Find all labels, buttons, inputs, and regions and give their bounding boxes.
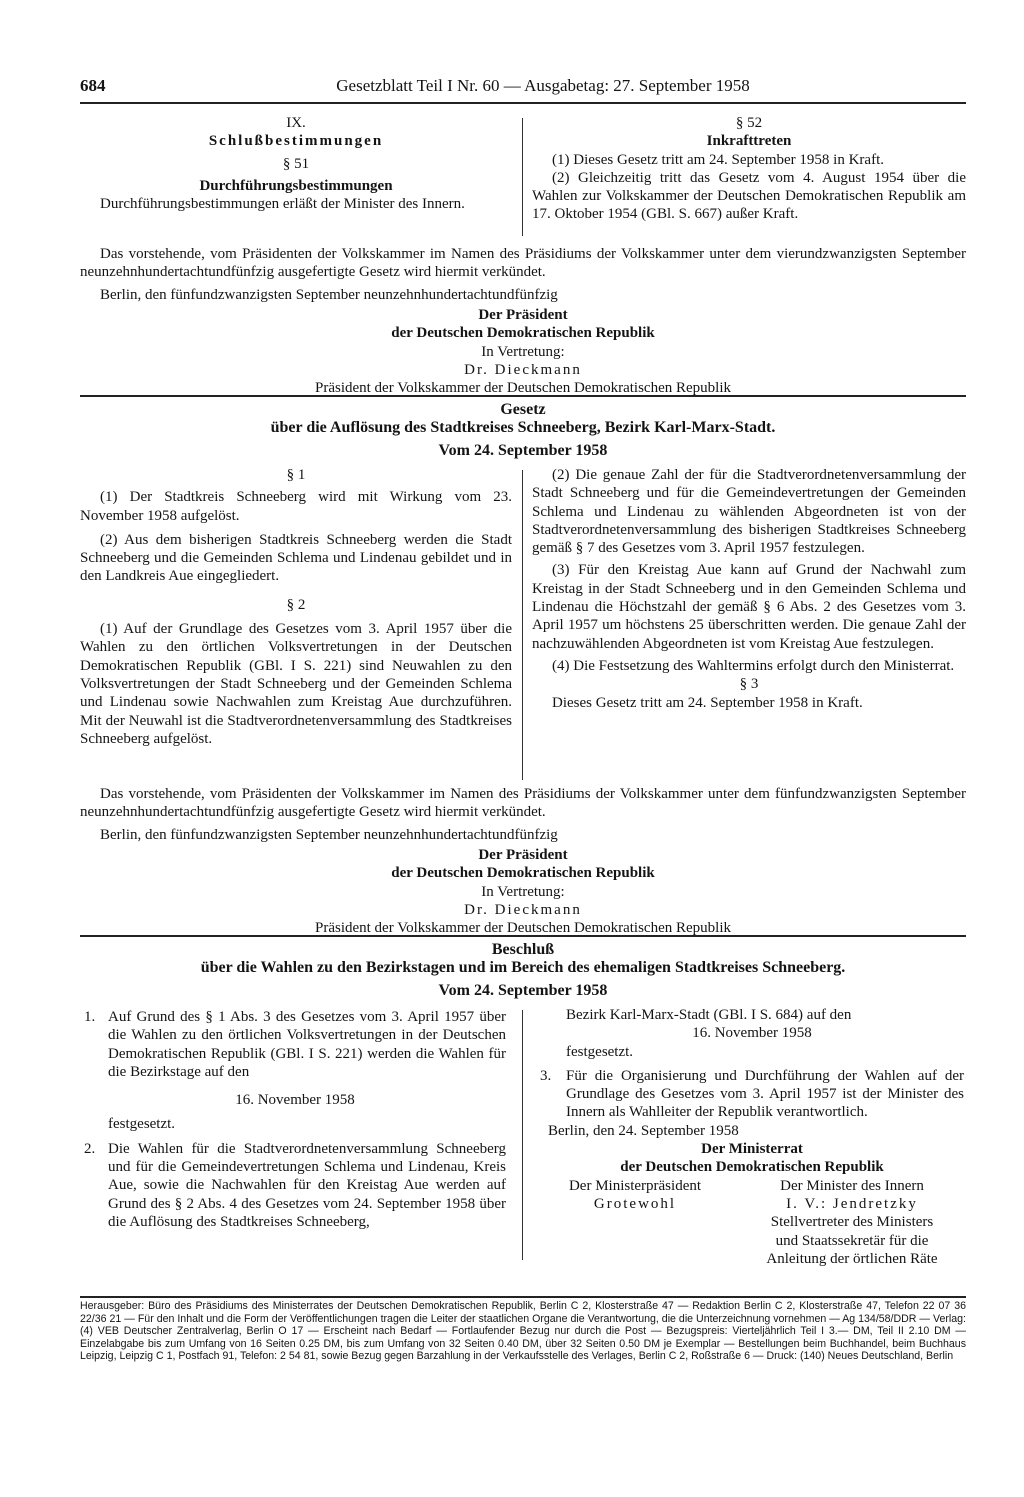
column-divider <box>522 118 523 236</box>
section-title: Schlußbestimmungen <box>208 133 384 150</box>
paragraph-title: Durchführungsbestimmungen <box>199 177 393 194</box>
paragraph-text: (2) Aus dem bisherigen Stadtkreis Schneeberg werden die Stadt Schneeberg und die Gemeinden Schlema und Lindenau gebildet und in den Landkreis Aue eingegliedert. <box>80 531 512 585</box>
paragraph-number: § 52 <box>735 115 763 131</box>
section-roman: IX. <box>286 115 306 131</box>
resolution-subtitle: über die Wahlen zu den Bezirkstagen und im Bereich des ehemaligen Stadtkreises Schneeberg. <box>200 959 846 977</box>
page-header <box>80 76 966 100</box>
list-text: Die Wahlen für die Stadtverordnetenversammlung Schneeberg und für die Gemeindevertretungen Schlema und Lindenau, Kreis Aue, sowie die Nachwahlen für den Kreistag Aue werden auf Grund des § 2 Abs. 4 des Gesetzes vom 24. September 1958 über die Auflösung des Stadtkreises Schneeberg, <box>108 1140 506 1230</box>
signature-title: Der Präsident <box>478 847 568 863</box>
signature-subtitle: Stellvertreter des Ministers <box>770 1214 934 1231</box>
list-text-end: festgesetzt. <box>108 1116 176 1133</box>
list-item <box>540 1067 964 1122</box>
section-rule <box>80 935 966 937</box>
signature-representation: In Vertretung: <box>481 883 565 900</box>
signature-title-2: der Deutschen Demokratischen Republik <box>391 865 655 882</box>
signature-row <box>540 1177 964 1268</box>
page-header-title: Gesetzblatt Teil I Nr. 60 — Ausgabetag: 27. September 1958 <box>336 76 750 95</box>
law1-proclamation: Das vorstehende, vom Präsidenten der Volkskammer im Namen des Präsidiums der Volkskammer unter dem vierundzwanzigsten September neunzehnhundertachtundfünfzig ausgefertigte Gesetz wird hiermit verkündet. <box>80 246 966 281</box>
signature-name: Grotewohl <box>593 1195 677 1212</box>
signature-representation: In Vertretung: <box>481 343 565 360</box>
list-item <box>84 1008 506 1081</box>
signature-title: Der Präsident <box>478 307 568 323</box>
law1-signature-block <box>80 306 966 397</box>
law-date: Vom 24. September 1958 <box>438 441 608 459</box>
resolution-heading <box>80 941 966 1000</box>
paragraph-text: (1) Der Stadtkreis Schneeberg wird mit Wirkung vom 23. November 1958 aufgelöst. <box>80 489 512 524</box>
list-number: 2. <box>84 1140 96 1157</box>
signature-role: Der Ministerpräsident <box>568 1177 702 1194</box>
signature-right <box>740 1177 964 1268</box>
law-subtitle: über die Auflösung des Stadtkreises Schneeberg, Bezirk Karl-Marx-Stadt. <box>270 419 776 437</box>
paragraph-title: Inkrafttreten <box>706 133 792 150</box>
election-date: 16. November 1958 <box>235 1092 355 1109</box>
paragraph-text: (3) Für den Kreistag Aue kann auf Grund der Nachwahl zum Kreistag in der Stadt Schneeberg und in den Gemeinden Schlema und Lindenau die Höchstzahl der gemäß § 6 Abs. 2 des Gesetzes vom 3. April 1957 um höchstens 25 überschritten werden. Die genaue Zahl der nachzuwählenden Abgeordneten ist vom Kreistag Aue festzulegen. <box>532 562 966 652</box>
law2-right-column <box>532 466 966 712</box>
resolution-title: Beschluß <box>491 941 555 958</box>
list-number: 1. <box>84 1009 96 1025</box>
law2-left-column <box>80 466 512 748</box>
signature-role: Präsident der Volkskammer der Deutschen Demokratischen Republik <box>314 380 731 397</box>
list-text: Für die Organisierung und Durchführung der Wahlen auf der Grundlage des Gesetzes vom 3. April 1957 ist der Minister des Innern als Wahlleiter der Republik verantwortlich. <box>566 1067 964 1121</box>
paragraph-number: § 51 <box>282 155 310 172</box>
law2-signature-block <box>80 846 966 937</box>
header-rule <box>80 102 966 104</box>
signature-title: Der Ministerrat <box>701 1141 803 1158</box>
signature-title-2: der Deutschen Demokratischen Republik <box>391 325 655 342</box>
law1-right-column <box>532 114 966 224</box>
law2-heading <box>80 401 966 460</box>
signature-role: Präsident der Volkskammer der Deutschen Demokratischen Republik <box>314 920 731 937</box>
imprint-footer: Herausgeber: Büro des Präsidiums des Ministerrates der Deutschen Demokratischen Republik, Berlin C 2, Klosterstraße 47 — Redaktion Berlin C 2, Klosterstraße 47, Telefon 22 07 36 22/36 21 — Für den Inhalt und die Form der Veröffentlichungen tragen die Leiter der staatlichen Organe die Verantwortung, die die Unterzeichnung vornehmen — Ag 134/58/DDR — Verlag: (4) VEB Deutscher Zentralverlag, Berlin O 17 — Erscheint nach Bedarf — Fortlaufender Bezug nur durch die Post — Bezugspreis: Vierteljährlich Teil I 3.— DM, Teil II 2.10 DM — Einzelabgabe bis zum Umfang von 16 Seiten 0.25 DM, bis zum Umfang von 32 Seiten 0.40 DM, über 32 Seiten 0.50 DM je Exemplar — Bestellungen beim Buchhandel, beim Buchhaus Leipzig, Leipzig C 1, Postfach 91, Telefon: 2 54 81, sowie Bezug gegen Barzahlung in der Verkaufsstelle des Verlages, Berlin C 2, Roßstraße 6 — Druck: (140) Neues Deutschland, Berlin <box>80 1300 966 1363</box>
column-divider <box>522 470 523 780</box>
signature-name: Dr. Dieckmann <box>464 901 582 918</box>
page-number: 684 <box>80 76 106 95</box>
law1-place-date: Berlin, den fünfundzwanzigsten September neunzehnhundertachtundfünfzig <box>100 287 558 303</box>
resolution-left-column <box>84 1008 506 1231</box>
signature-title-2: der Deutschen Demokratischen Republik <box>620 1159 884 1176</box>
list-text-end: festgesetzt. <box>566 1043 634 1060</box>
signature-subtitle: und Staatssekretär für die <box>775 1232 929 1249</box>
paragraph-number: § 1 <box>286 467 306 483</box>
paragraph-number: § 2 <box>286 596 306 613</box>
resolution-right-column <box>540 1006 964 1268</box>
law2-proclamation: Das vorstehende, vom Präsidenten der Volkskammer im Namen des Präsidiums der Volkskammer unter dem fünfundzwanzigsten September neunzehnhundertachtundfünfzig ausgefertigte Gesetz wird hiermit verkündet. <box>80 786 966 821</box>
paragraph-text: (2) Die genaue Zahl der für die Stadtverordnetenversammlung der Stadt Schneeberg und für die Gemeindevertretungen der Gemeinden Schlema und Lindenau zu wählenden Abgeordneten ist von der Stadtverordnetenversammlung des bisherigen Stadtkreises Schneeberg gemäß § 7 des Gesetzes vom 3. April 1957 festzulegen. <box>532 467 966 557</box>
law1-left-column <box>80 114 512 213</box>
signature-role: Der Minister des Innern <box>780 1177 924 1194</box>
signature-name: Dr. Dieckmann <box>464 361 582 378</box>
paragraph-text: (1) Auf der Grundlage des Gesetzes vom 3. April 1957 über die Wahlen zu den örtlichen Volksvertretungen in der Deutschen Demokratischen Republik (GBl. I S. 221) sind Neuwahlen zu den Volksvertretungen der Stadt Schneeberg und der Gemeinden Schlema und Lindenau sowie Nachwahlen zum Kreistag Aue durchzuführen. Mit der Neuwahl ist die Stadtverordnetenversammlung des Stadtkreises Schneeberg aufgelöst. <box>80 621 512 747</box>
paragraph-text: (1) Dieses Gesetz tritt am 24. September 1958 in Kraft. <box>552 151 884 168</box>
signature-name: I. V.: Jendretzky <box>786 1195 918 1212</box>
section-rule <box>80 395 966 397</box>
resolution-date: Vom 24. September 1958 <box>438 981 608 999</box>
law-title: Gesetz <box>500 401 546 418</box>
signature-left <box>540 1177 730 1268</box>
election-date: 16. November 1958 <box>692 1025 812 1042</box>
law2-place-date: Berlin, den fünfundzwanzigsten September neunzehnhundertachtundfünfzig <box>100 827 558 843</box>
column-divider <box>522 1010 523 1260</box>
list-text-continued: Bezirk Karl-Marx-Stadt (GBl. I S. 684) auf den <box>566 1007 852 1023</box>
list-number: 3. <box>540 1067 552 1084</box>
paragraph-text: Durchführungsbestimmungen erläßt der Minister des Innern. <box>100 196 465 213</box>
paragraph-number: § 3 <box>739 676 759 693</box>
list-text: Auf Grund des § 1 Abs. 3 des Gesetzes vom 3. April 1957 über die Wahlen zu den örtlichen Volksvertretungen in der Deutschen Demokratischen Republik (GBl. I S. 221) werden die Wahlen für die Bezirkstage auf den <box>108 1009 506 1080</box>
paragraph-text: Dieses Gesetz tritt am 24. September 1958 in Kraft. <box>552 694 863 711</box>
list-item <box>84 1140 506 1231</box>
paragraph-text: (2) Gleichzeitig tritt das Gesetz vom 4. August 1954 über die Wahlen zur Volkskammer der Deutschen Demokratischen Republik am 17. Oktober 1954 (GBl. S. 667) außer Kraft. <box>532 169 966 223</box>
resolution-place-date: Berlin, den 24. September 1958 <box>548 1122 739 1139</box>
signature-subtitle: Anleitung der örtlichen Räte <box>766 1250 938 1267</box>
footer-rule <box>80 1296 966 1298</box>
paragraph-text: (4) Die Festsetzung des Wahltermins erfolgt durch den Ministerrat. <box>552 657 955 674</box>
